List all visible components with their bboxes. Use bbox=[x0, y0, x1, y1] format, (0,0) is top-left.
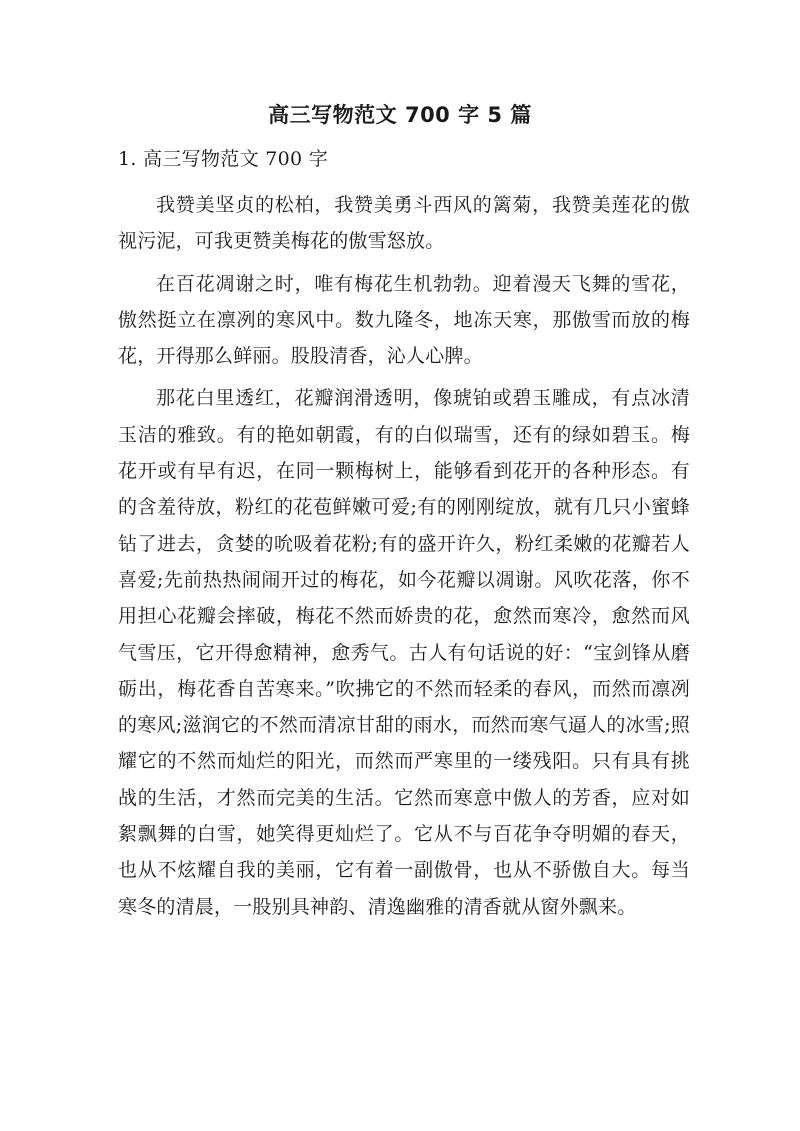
paragraph: 在百花凋谢之时，唯有梅花生机勃勃。迎着漫天飞舞的雪花，傲然挺立在凛冽的寒风中。数九隆冬，地冻天寒，那傲雪而放的梅花，开得那么鲜丽。股股清香，沁人心脾。 bbox=[118, 272, 690, 368]
document-title: 高三写物范文 700 字 5 篇 bbox=[268, 103, 532, 127]
section-heading: 1. 高三写物范文 700 字 bbox=[118, 148, 329, 170]
paragraph: 我赞美坚贞的松柏，我赞美勇斗西风的篱菊，我赞美莲花的傲视污泥，可我更赞美梅花的傲雪怒放。 bbox=[118, 194, 690, 253]
document-body bbox=[118, 187, 690, 931]
paragraph: 那花白里透红，花瓣润滑透明，像琥铂或碧玉雕成，有点冰清玉洁的雅致。有的艳如朝霞，有的白似瑞雪，还有的绿如碧玉。梅花开或有早有迟，在同一颗梅树上，能够看到花开的各种形态。有的含羞待放，粉红的花苞鲜嫩可爱;有的刚刚绽放，就有几只小蜜蜂钻了进去，贪婪的吮吸着花粉;有的盛开许久，粉红柔嫩的花瓣若人喜爱;先前热热闹闹开过的梅花，如今花瓣以凋谢。风吹花落，你不用担心花瓣会摔破，梅花不然而娇贵的花，愈然而寒冷，愈然而风气雪压，它开得愈精神，愈秀气。古人有句话说的好：“宝剑锋从磨砺出，梅花香自苦寒来。”吹拂它的不然而轻柔的春风，而然而凛冽的寒风;滋润它的不然而清凉甘甜的雨水，而然而寒气逼人的冰雪;照耀它的不然而灿烂的阳光，而然而严寒里的一缕残阳。只有具有挑战的生活，才然而完美的生活。它然而寒意中傲人的芳香，应对如絮飘舞的白雪，她笑得更灿烂了。它从不与百花争夺明媚的春天，也从不炫耀自我的美丽，它有着一副傲骨，也从不骄傲自大。每当寒冬的清晨，一股别具神韵、清逸幽雅的清香就从窗外飘来。 bbox=[118, 387, 690, 918]
